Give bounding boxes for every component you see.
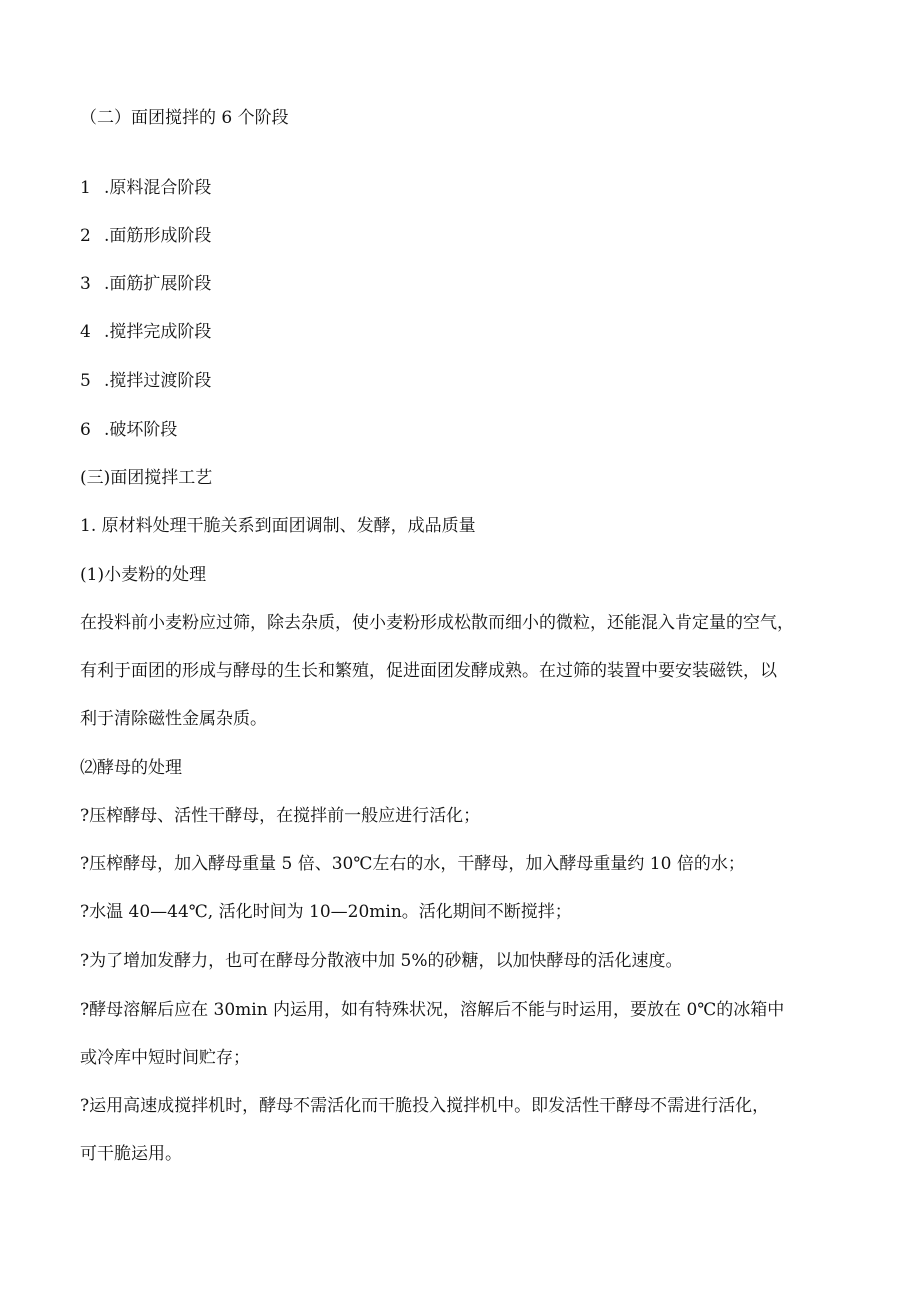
stage-number: 6 xyxy=(80,420,91,440)
paragraph-line: 可干脆运用。 xyxy=(80,1144,182,1164)
section-heading: (三)面团搅拌工艺 xyxy=(80,468,213,488)
paragraph-line: 1. 原材料处理干脆关系到面团调制、发酵，成品质量 xyxy=(80,516,476,536)
stage-label: .面筋扩展阶段 xyxy=(104,274,212,294)
stage-label: .搅拌过渡阶段 xyxy=(104,371,212,391)
paragraph-line: 在投料前小麦粉应过筛，除去杂质，使小麦粉形成松散而细小的微粒，还能混入肯定量的空气， xyxy=(80,613,794,633)
stage-item xyxy=(80,320,211,344)
stage-label: .搅拌完成阶段 xyxy=(104,322,212,342)
paragraph-line: 利于清除磁性金属杂质。 xyxy=(80,709,267,729)
stage-label: .原料混合阶段 xyxy=(104,178,212,198)
subsection-heading: ⑵酵母的处理 xyxy=(80,758,182,778)
section-heading: （二）面团搅拌的 6 个阶段 xyxy=(80,108,289,128)
stage-number: 2 xyxy=(80,226,91,246)
stage-item xyxy=(80,224,211,248)
stage-item xyxy=(80,418,177,442)
stage-number: 5 xyxy=(80,371,91,391)
paragraph-line: ?酵母溶解后应在 30min 内运用，如有特殊状况，溶解后不能与时运用，要放在 0℃的冰箱中 xyxy=(80,1000,785,1020)
paragraph-line: ?压榨酵母、活性干酵母，在搅拌前一般应进行活化； xyxy=(80,806,481,826)
paragraph-line: ?水温 40—44℃, 活化时间为 10—20min。活化期间不断搅拌； xyxy=(80,902,572,922)
paragraph-line: 有利于面团的形成与酵母的生长和繁殖，促进面团发酵成熟。在过筛的装置中要安装磁铁，以 xyxy=(80,661,777,681)
subsection-heading: (1)小麦粉的处理 xyxy=(80,565,207,585)
paragraph-line: ?压榨酵母，加入酵母重量 5 倍、30℃左右的水，干酵母，加入酵母重量约 10 倍的水； xyxy=(80,854,745,874)
stage-label: .面筋形成阶段 xyxy=(104,226,212,246)
stage-item xyxy=(80,272,211,296)
paragraph-line: ?为了增加发酵力，也可在酵母分散液中加 5%的砂糖，以加快酵母的活化速度。 xyxy=(80,951,683,971)
paragraph-line: ?运用高速成搅拌机时，酵母不需活化而干脆投入搅拌机中。即发活性干酵母不需进行活化， xyxy=(80,1096,770,1116)
stage-number: 1 xyxy=(80,178,91,198)
stage-label: .破坏阶段 xyxy=(104,420,178,440)
stage-number: 3 xyxy=(80,274,91,294)
paragraph-line: 或冷库中短时间贮存； xyxy=(80,1048,250,1068)
stage-item xyxy=(80,369,211,393)
stage-item xyxy=(80,176,211,200)
stage-number: 4 xyxy=(80,322,91,342)
